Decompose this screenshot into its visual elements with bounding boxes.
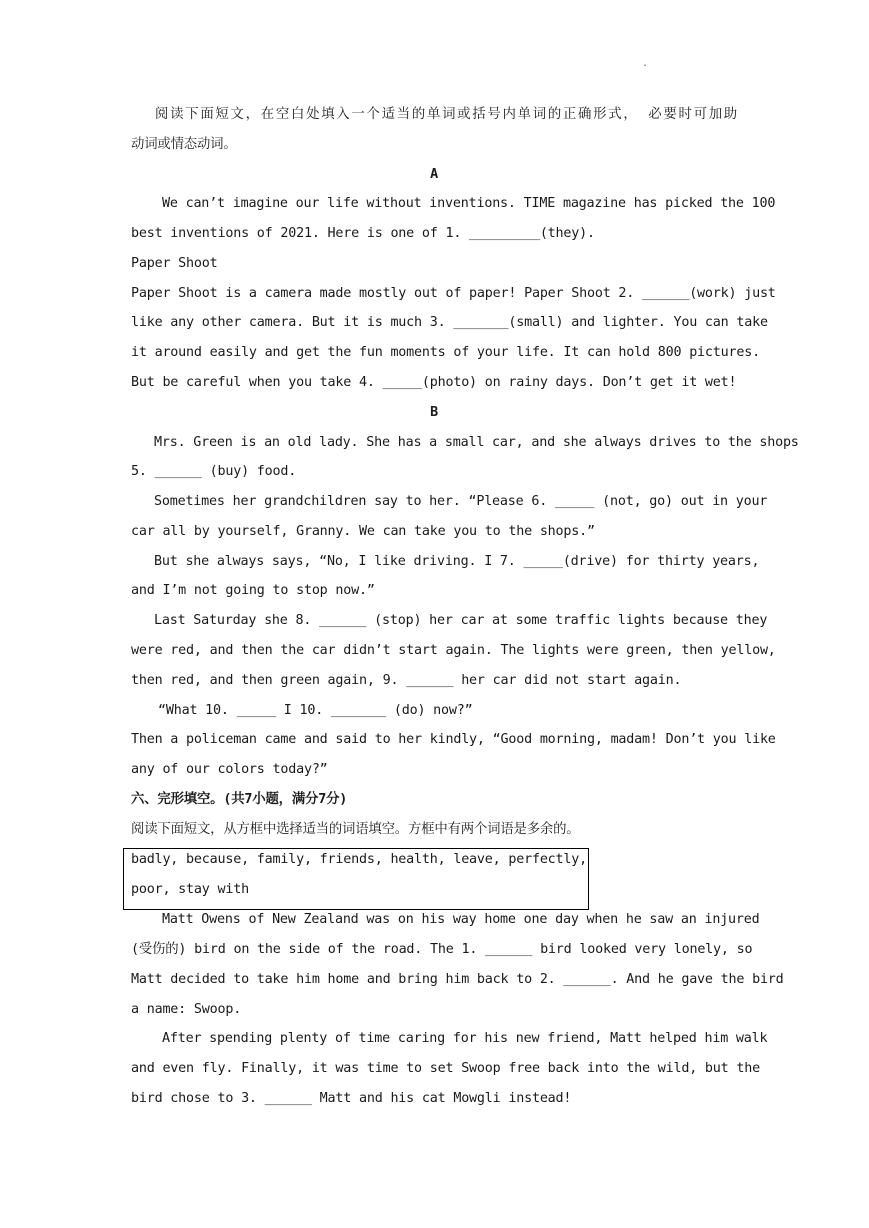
section-a-heading: A bbox=[430, 167, 438, 182]
cloze-passage-line-7: bird chose to 3. ______ Matt and his cat Mowgli instead! bbox=[131, 1091, 572, 1106]
passage-a-line-4: like any other camera. But it is much 3. _______(small) and lighter. You can take bbox=[131, 315, 768, 330]
passage-a-line-1: We can’t imagine our life without inventions. TIME magazine has picked the 100 bbox=[162, 196, 776, 211]
cloze-passage-line-6: and even fly. Finally, it was time to set Swoop free back into the wild, but the bbox=[131, 1061, 760, 1076]
passage-b-line-12: any of our colors today?” bbox=[131, 762, 328, 777]
section-six-heading: 六、完形填空。(共7小题，满分7分) bbox=[131, 792, 348, 807]
cloze-passage-line-3: Matt decided to take him home and bring him back to 2. ______. And he gave the bird bbox=[131, 972, 784, 987]
passage-b-line-2: 5. ______ (buy) food. bbox=[131, 464, 297, 479]
cloze-passage-line-1: Matt Owens of New Zealand was on his way home one day when he saw an injured bbox=[162, 912, 760, 927]
passage-b-line-8: were red, and then the car didn’t start again. The lights were green, then yellow, bbox=[131, 643, 776, 658]
passage-b-line-6: and I’m not going to stop now.” bbox=[131, 583, 375, 598]
cloze-passage-line-2: (受伤的) bird on the side of the road. The 1. ______ bird looked very lonely, so bbox=[131, 942, 753, 957]
passage-b-line-5: But she always says, “No, I like driving. I 7. _____(drive) for thirty years, bbox=[154, 554, 760, 569]
passage-b-line-10: “What 10. _____ I 10. _______ (do) now?” bbox=[158, 703, 473, 718]
passage-a-line-5: it around easily and get the fun moments of your life. It can hold 800 pictures. bbox=[131, 345, 760, 360]
passage-b-line-7: Last Saturday she 8. ______ (stop) her car at some traffic lights because they bbox=[154, 613, 768, 628]
instruction-line-1: 阅读下面短文，在空白处填入一个适当的单词或括号内单词的正确形式， 必要时可加助 bbox=[155, 107, 737, 122]
passage-b-line-4: car all by yourself, Granny. We can take you to the shops.” bbox=[131, 524, 595, 539]
passage-a-line-6: But be careful when you take 4. _____(photo) on rainy days. Don’t get it wet! bbox=[131, 375, 737, 390]
passage-b-line-9: then red, and then green again, 9. ______ her car did not start again. bbox=[131, 673, 682, 688]
cloze-instruction: 阅读下面短文，从方框中选择适当的词语填空。方框中有两个词语是多余的。 bbox=[131, 822, 580, 837]
passage-a-line-2: best inventions of 2021. Here is one of 1. _________(they). bbox=[131, 226, 595, 241]
passage-a-line-3: Paper Shoot is a camera made mostly out of paper! Paper Shoot 2. ______(work) just bbox=[131, 286, 776, 301]
corner-mark: . bbox=[642, 58, 649, 69]
instruction-line-2: 动词或情态动词。 bbox=[131, 137, 237, 152]
passage-b-line-1: Mrs. Green is an old lady. She has a small car, and she always drives to the shops bbox=[154, 435, 799, 450]
passage-b-line-11: Then a policeman came and said to her kindly, “Good morning, madam! Don’t you like bbox=[131, 732, 776, 747]
passage-a-subtitle: Paper Shoot bbox=[131, 256, 218, 271]
cloze-passage-line-4: a name: Swoop. bbox=[131, 1002, 242, 1017]
word-bank-line-1: badly, because, family, friends, health, leave, perfectly, bbox=[131, 852, 587, 867]
word-bank-line-2: poor, stay with bbox=[131, 882, 249, 897]
cloze-passage-line-5: After spending plenty of time caring for his new friend, Matt helped him walk bbox=[162, 1031, 768, 1046]
section-b-heading: B bbox=[430, 405, 438, 420]
passage-b-line-3: Sometimes her grandchildren say to her. “Please 6. _____ (not, go) out in your bbox=[154, 494, 768, 509]
